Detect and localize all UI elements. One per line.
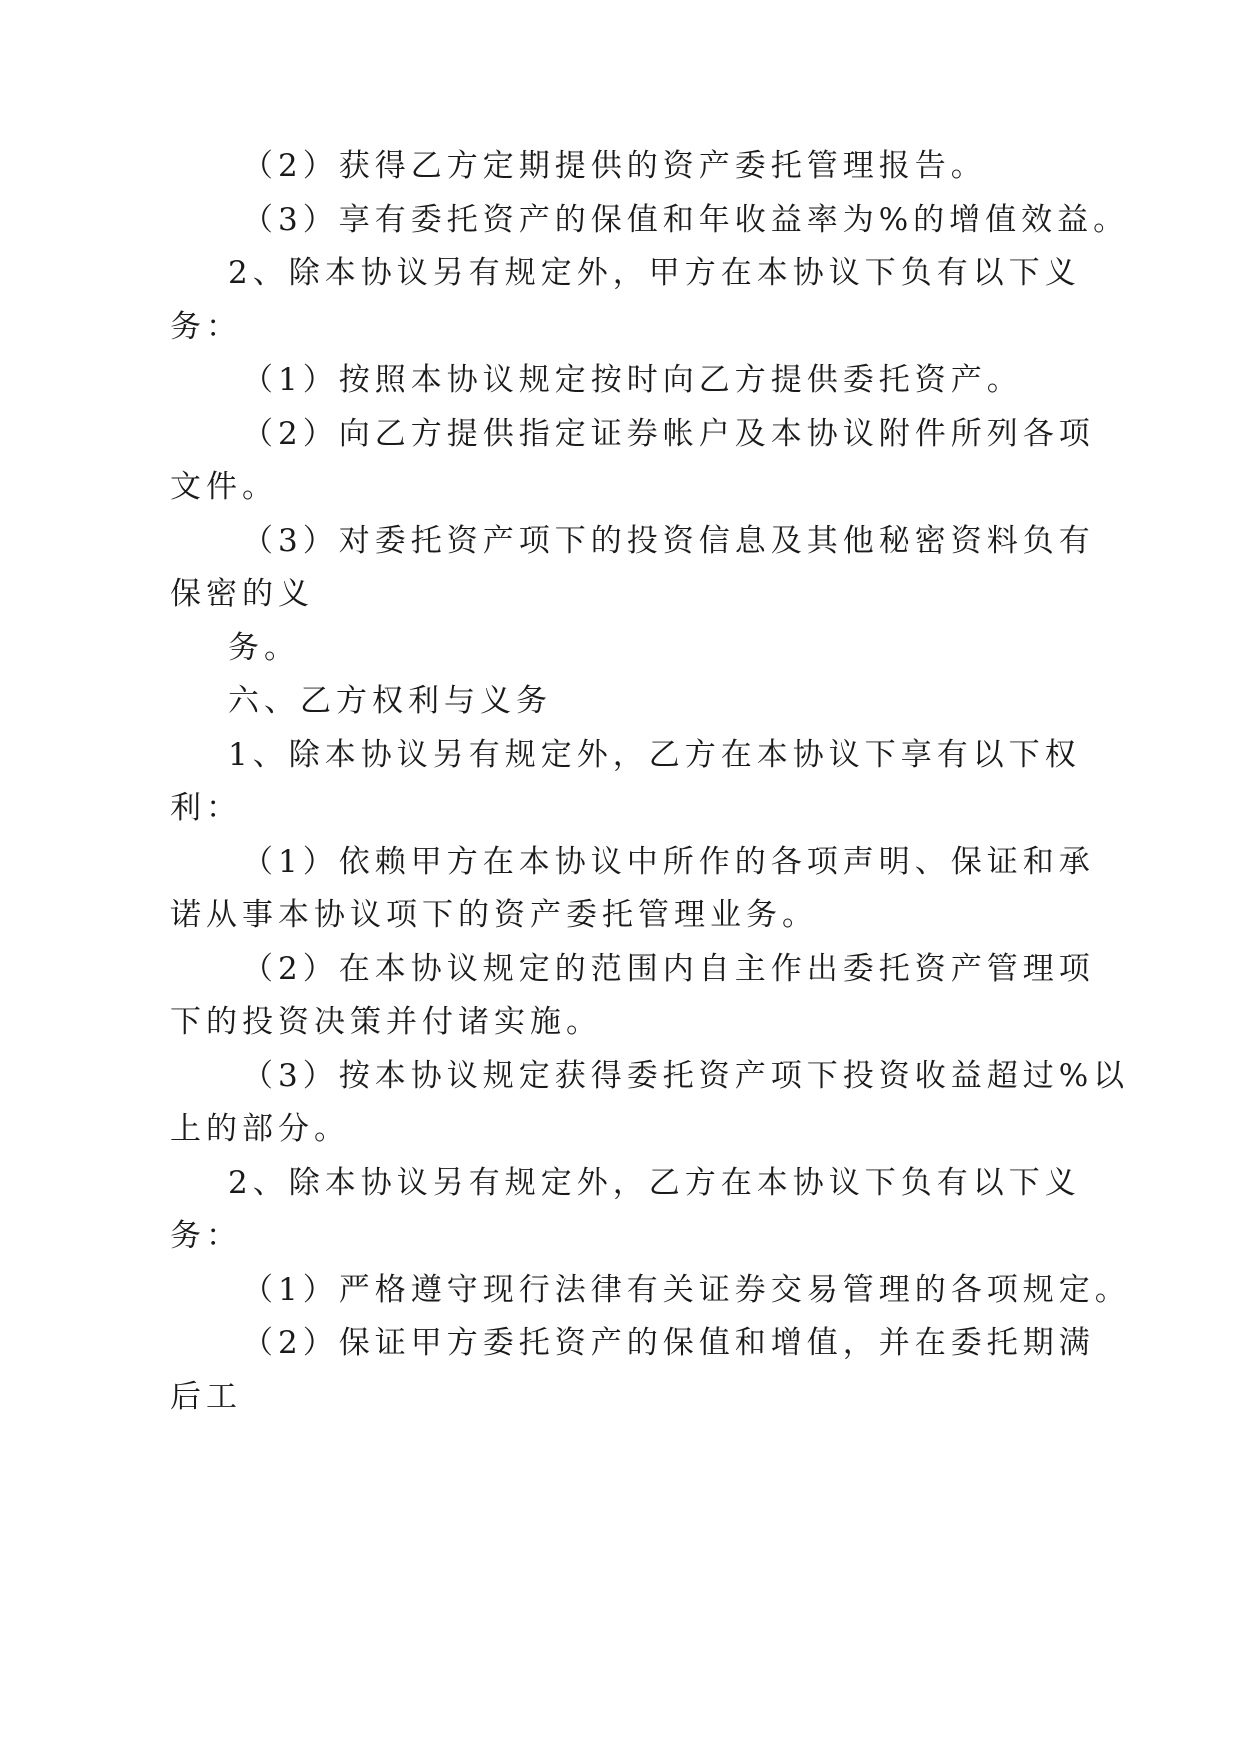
- paragraph-line: （3）对委托资产项下的投资信息及其他秘密资料负有: [242, 523, 1095, 559]
- paragraph-line: （2）获得乙方定期提供的资产委托管理报告。: [242, 148, 987, 184]
- paragraph-line: 务。: [228, 630, 300, 666]
- paragraph-line: 2、除本协议另有规定外，甲方在本协议下负有以下义: [228, 255, 1081, 291]
- paragraph-line: 务：: [170, 309, 242, 345]
- paragraph-line: 文件。: [170, 469, 278, 505]
- paragraph-line: （3）享有委托资产的保值和年收益率为%的增值效益。: [242, 202, 1130, 238]
- paragraph-line: （2）在本协议规定的范围内自主作出委托资产管理项: [242, 951, 1095, 987]
- paragraph-line: 务：: [170, 1218, 242, 1254]
- paragraph-line: （2）保证甲方委托资产的保值和增值，并在委托期满: [242, 1325, 1095, 1361]
- paragraph-line: 2、除本协议另有规定外，乙方在本协议下负有以下义: [228, 1165, 1081, 1201]
- paragraph-line: 下的投资决策并付诸实施。: [170, 1004, 602, 1040]
- paragraph-line: 利：: [170, 790, 242, 826]
- paragraph-line: （1）依赖甲方在本协议中所作的各项声明、保证和承: [242, 844, 1095, 880]
- paragraph-line: 保密的义: [170, 576, 314, 612]
- paragraph-line: （3）按本协议规定获得委托资产项下投资收益超过%以: [242, 1058, 1130, 1094]
- paragraph-line: （1）严格遵守现行法律有关证券交易管理的各项规定。: [242, 1272, 1131, 1308]
- paragraph-line: 诺从事本协议项下的资产委托管理业务。: [170, 897, 818, 933]
- paragraph-line: 1、除本协议另有规定外，乙方在本协议下享有以下权: [228, 737, 1081, 773]
- paragraph-line: （1）按照本协议规定按时向乙方提供委托资产。: [242, 362, 1023, 398]
- paragraph-line: 上的部分。: [170, 1111, 350, 1147]
- paragraph-line: 后工: [170, 1379, 242, 1415]
- paragraph-line: （2）向乙方提供指定证券帐户及本协议附件所列各项: [242, 416, 1095, 452]
- section-heading: 六、乙方权利与义务: [228, 683, 552, 719]
